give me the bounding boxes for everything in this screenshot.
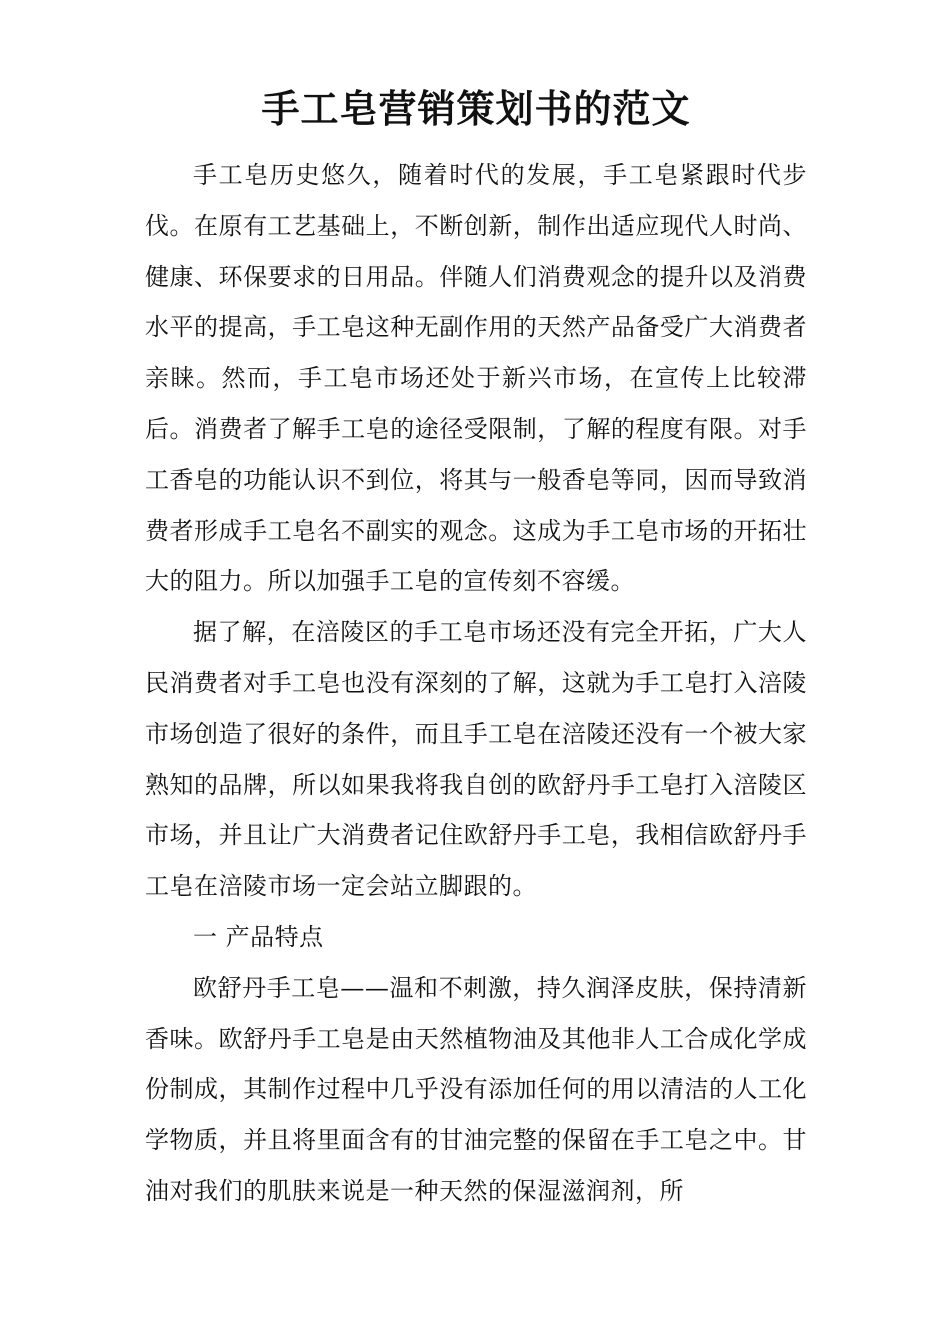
section-paragraph-1: 欧舒丹手工皂——温和不刺激，持久润泽皮肤，保持清新香味。欧舒丹手工皂是由天然植物油及其他非人工合成化学成份制成，其制作过程中几乎没有添加任何的用以清洁的人工化学物质，并且将里面含有的甘油完整的保留在手工皂之中。甘油对我们的肌肤来说是一种天然的保湿滋润剂，所 <box>145 973 807 1205</box>
section-heading-product-features: 一 产品特点 <box>193 922 324 951</box>
body-paragraph-2: 据了解，在涪陵区的手工皂市场还没有完全开拓，广大人民消费者对手工皂也没有深刻的了解，这就为手工皂打入涪陵市场创造了很好的条件，而且手工皂在涪陵还没有一个被大家熟知的品牌，所以如果我将我自创的欧舒丹手工皂打入涪陵区市场，并且让广大消费者记住欧舒丹手工皂，我相信欧舒丹手工皂在涪陵市场一定会站立脚跟的。 <box>145 618 807 901</box>
document-page <box>145 86 807 1217</box>
document-title: 手工皂营销策划书的范文 <box>261 86 691 131</box>
body-paragraph-1: 手工皂历史悠久，随着时代的发展，手工皂紧跟时代步伐。在原有工艺基础上，不断创新，制作出适应现代人时尚、健康、环保要求的日用品。伴随人们消费观念的提升以及消费水平的提高，手工皂这种无副作用的天然产品备受广大消费者亲睐。然而，手工皂市场还处于新兴市场，在宣传上比较滞后。消费者了解手工皂的途径受限制，了解的程度有限。对手工香皂的功能认识不到位，将其与一般香皂等同，因而导致消费者形成手工皂名不副实的观念。这成为手工皂市场的开拓壮大的阻力。所以加强手工皂的宣传刻不容缓。 <box>145 161 807 596</box>
